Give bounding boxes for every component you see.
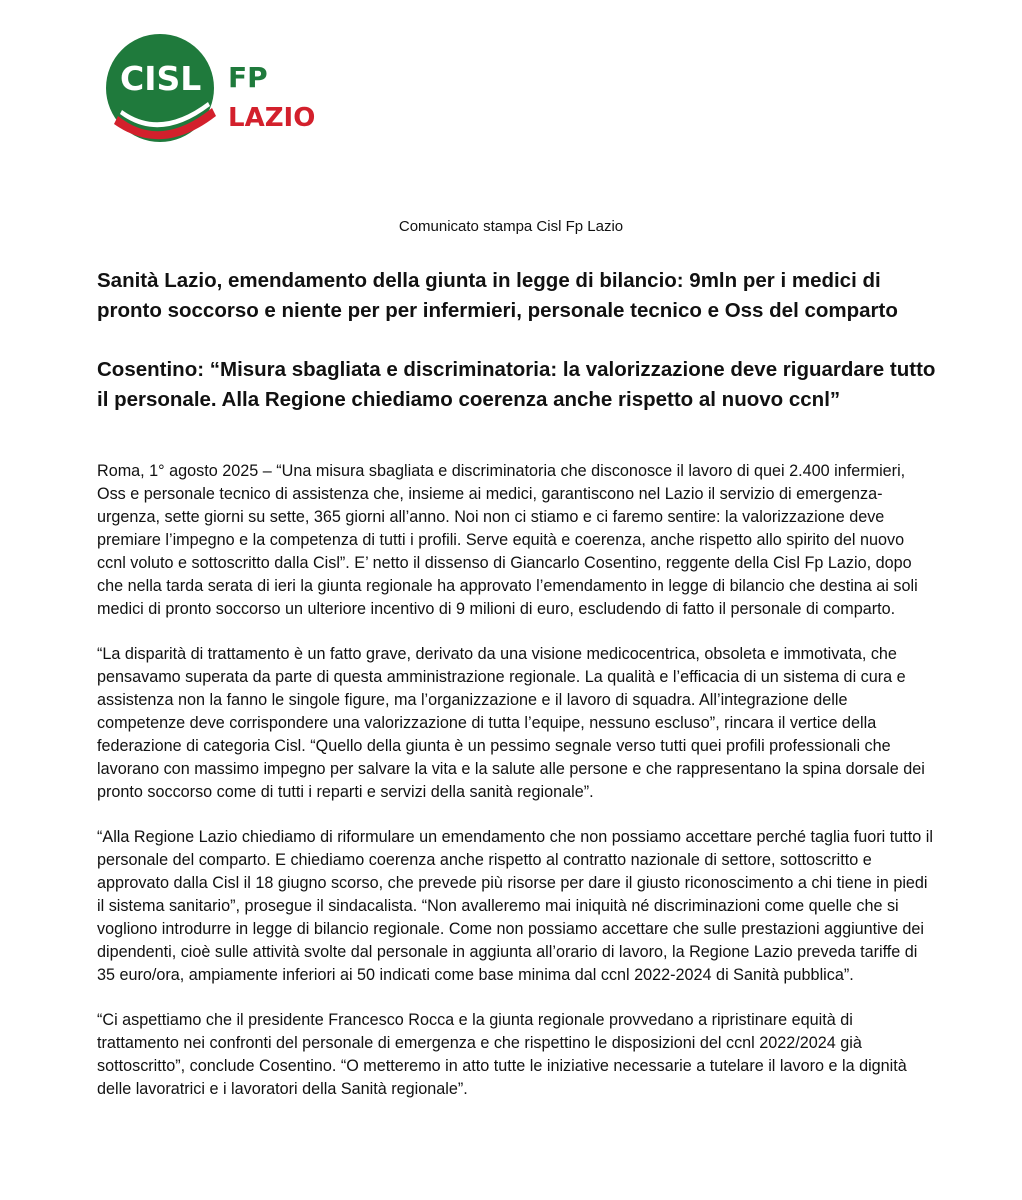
paragraph: “La disparità di trattamento è un fatto grave, derivato da una visione medicocentrica, obsoleta e immotivata, che pensavamo superata da parte di questa amministrazione regionale. La qualità e l’efficacia di un sistema di cura e assistenza non la fanno le singole figure, ma l’organizzazione e il lavoro di squadra. All’integrazione delle competenze deve corrispondere una valorizzazione di tutta l’equipe, nessuno escluso”, rincara il vertice della federazione di categoria Cisl. “Quello della giunta è un pessimo segnale verso tutti quei profili professionali che lavorano con massimo impegno per salvare la vita e la salute alle persone e che rappresentano la spina dorsale dei pronto soccorso come di tutti i reparti e servizi della sanità regionale”. <box>97 645 925 801</box>
cisl-fp-lazio-logo <box>104 32 324 152</box>
logo-brand-text: CISL <box>120 59 202 98</box>
press-release-label: Comunicato stampa Cisl Fp Lazio <box>398 218 624 235</box>
logo-region-text: LAZIO <box>228 103 316 133</box>
headline: Sanità Lazio, emendamento della giunta in legge di bilancio: 9mln per i medici di pronto soccorso e niente per per infermieri, personale tecnico e Oss del comparto <box>97 269 898 322</box>
paragraph: “Ci aspettiamo che il presidente Francesco Rocca e la giunta regionale provvedano a ripristinare equità di trattamento nei confronti del personale di emergenza e che rispettino le disposizioni del ccnl 2022/2024 già sottoscritto”, conclude Cosentino. “O metteremo in atto tutte le iniziative necessarie a tutelare il lavoro e la dignità delle lavoratrici e i lavoratori della Sanità regionale”. <box>97 1011 907 1098</box>
subheadline: Cosentino: “Misura sbagliata e discriminatoria: la valorizzazione deve riguardare tutto il personale. Alla Regione chiediamo coerenza anche rispetto al nuovo ccnl” <box>97 358 936 411</box>
article-body <box>97 460 935 1123</box>
paragraph: Roma, 1° agosto 2025 – “Una misura sbagliata e discriminatoria che disconosce il lavoro di quei 2.400 infermieri, Oss e personale tecnico di assistenza che, insieme ai medici, garantiscono nel Lazio il servizio di emergenza-urgenza, sette giorni su sette, 365 giorni all’anno. Noi non ci stiamo e ci faremo sentire: la valorizzazione deve premiare l’impegno e la competenza di tutti i profili. Serve equità e coerenza, anche rispetto allo spirito del nuovo ccnl voluto e sottoscritto dalla Cisl”. E’ netto il dissenso di Giancarlo Cosentino, reggente della Cisl Fp Lazio, dopo che nella tarda serata di ieri la giunta regionale ha approvato l’emendamento in legge di bilancio che destina ai soli medici di pronto soccorso un ulteriore incentivo di 9 milioni di euro, escludendo di fatto il personale di comparto. <box>97 462 918 618</box>
paragraph: “Alla Regione Lazio chiediamo di riformulare un emendamento che non possiamo accettare perché taglia fuori tutto il personale del comparto. E chiediamo coerenza anche rispetto al contratto nazionale di settore, sottoscritto e approvato dalla Cisl il 18 giugno scorso, che prevede più risorse per dare il giusto riconoscimento a chi tiene in piedi il sistema sanitario”, prosegue il sindacalista. “Non avalleremo mai iniquità né discriminazioni come quelle che si vogliono introdurre in legge di bilancio regionale. Come non possiamo accettare che sulle prestazioni aggiuntive dei dipendenti, cioè sulle attività svolte dal personale in aggiunta all’orario di lavoro, la Regione Lazio preveda tariffe di 35 euro/ora, ampiamente inferiori ai 50 indicati come base minima dal ccnl 2022-2024 di Sanità pubblica”. <box>97 828 933 984</box>
logo-division-text: FP <box>228 61 268 94</box>
